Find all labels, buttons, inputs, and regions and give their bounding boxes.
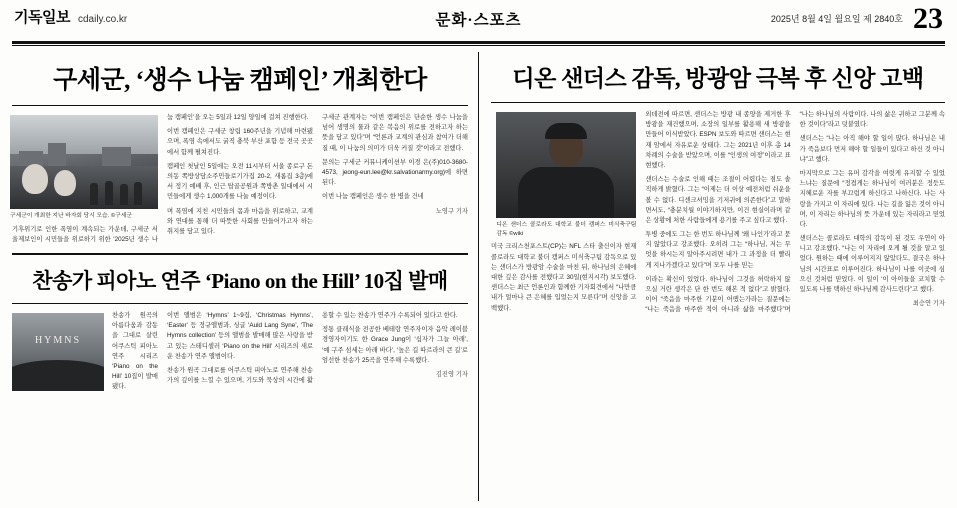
right-paragraph: 샌더스는 수술로 인해 때는 조절이 어렵다는 점도 솔직하게 밝혔다. 그는 “이제는 더 이상 예전처럼 쉬운을 볼 수 없다. 디센크셔밍을 기저귀에 의존한다”고 말하면서도, “충분치월 이야기하지만, 이건 현실이라며 같은 상황에 처한 사람들에게 용기를 주고 싶다고 했다. [645,176,791,224]
album-cover-title: HYMNS [34,335,82,347]
left-paragraph: 문의는 구세군 커뮤니케이션부 이경 은(주)010-3680-4573, jeong-eun.lee@kr.salvationarmy.org)에 하면 된다. [322,158,468,187]
bottom-article-body [12,311,468,393]
masthead-rule-thick [12,41,945,44]
masthead [0,0,957,40]
page-number: 23 [913,2,943,35]
left-article-byline: 노영구 기자 [435,207,468,215]
right-paragraph: 마지막으로 그는 유머 감각을 여럿게 유지할 수 있었느냐는 질문에 “정겹게는 하나님이 여러분은 정듯도 지혜로운 자를 부끄럽게 하신다고 나하신다. 나는 사랑을 가지고 이 자리에 있다. 나는 길을 잃은 것이 아니며, 이 자리는 하나님의 뜻 가운데 있는 자리라고 믿었다. [799,169,945,228]
left-paragraph: 기후위기로 인한 폭염이 계속되는 가운데, 구세군 서울제보인이 시민들을 위로하기 위한 ‘2025년 생수 나눔 캠페인’을 오는 5일과 12일 양일에 걸쳐 진행한다. [12,114,309,243]
left-article-photo [10,115,158,209]
right-article-byline: 최승연 기자 [912,300,945,308]
left-paragraph: 구세군 관계자는 “이번 캠페인은 단순한 생수 나눔을 넘어 생명의 물과 같은 복음의 위로를 전하고자 하는 뜻을 담고 있다”며 “언론과 교계의 관심과 참여가 더해질 때, 이 나눔의 의미가 더욱 커질 것”이라고 전했다. [322,114,468,152]
right-article-headline: 디온 샌더스 감독, 방광암 극복 후 신앙 고백 [512,66,924,91]
bottom-article-byline: 김진영 기자 [435,371,468,378]
album-cover-image [12,313,104,391]
bottom-headline-rule [12,303,468,304]
right-headline-rule [491,102,945,103]
left-article-body [12,113,468,245]
right-article-photo-block [496,112,636,238]
left-article-photo-block [10,115,158,221]
right-paragraph: 샌더스는 “나는 아직 해야 할 일이 많다. 하나님은 내가 죽음보다 먼저 해야 할 일들이 있다고 하신 것 아니냐”고 했다. [799,135,945,163]
right-article-photo-caption: 디온 샌더스 콜로라도 대학교 불더 캠퍼스 미식축구팀 감독 ©wiki [496,222,637,237]
left-paragraph: 이번 나눔 캠페인은 생수 한 병을 건네 [322,193,424,201]
left-headline-rule [12,105,468,106]
right-paragraph: 이라는 확신이 있었다. 하나님이 그것을 허락하지 않으실 거란 생각은 단 한 번도 해본 적 없다”고 밝혔다. 이어 “죽음을 마주한 기분이 어땠는가라는 질문에는 “나는 죽음을 마주한 적이 아니라 삶을 마주했다”며 “나는 하나님의 사람이다. 나의 삶은 귀하고 그분께 속한 것이다”라고 덧붙였다. [645,111,945,314]
left-paragraph: 캠페인 첫날인 5일에는 오전 11시부터 서울 종로구 돈의동 쪽방상담소주민들로기가집 20-2, 새롬집 3층)에서 정기 예배 후, 인근 탑골공원과 쪽방촌 일대에서 시민들에게 생수 1,000개를 나눌 예정이다. [167,162,313,201]
right-article-photo [496,112,636,218]
publication-url: cdaily.co.kr [77,14,128,25]
publication-logo: 기독일보 [14,10,70,26]
page-body [0,46,957,501]
right-paragraph: 샌더스는 콜로라도 대학의 감독이 된 것도 우연이 아니고 강조했다. “나는 이 자리에 오게 될 것을 알고 있었다. 원하는 때에 이루어지지 않았다도, 결국은 하나님의 시간표로 이루어진다. 하나님이 나를 이곳에 심으신 것처럼 믿었다. 이 일이 ‘이 아이들을 코치할 수 있도록 나를 택하신 하나님께 감사드린다”고 했다. [799,235,945,293]
bottom-paragraph: 찬송가 원곡 그대로를 어쿠스틱 피아노로 연주해 찬송가의 깊이를 느낄 수 있으며, 기도와 묵상의 시간에 활용할 수 있는 찬송가 연주가 수록되어 있다고 한다. [167,312,458,385]
left-article-headline: 구세군, ‘생수 나눔 캠페인’ 개최한다 [53,67,427,94]
left-paragraph: 며 폭염에 지친 시민들의 몸과 마음을 위로하고, 교계와 연대를 통해 더 따뜻한 사회를 만들어가고자 하는 취지를 담고 있다. [167,207,313,235]
left-column [12,46,478,501]
bottom-article-rule [12,253,468,255]
issue-date: 2025년 8월 4일 월요일 제 2840호 [770,14,903,24]
bottom-article-headline: 찬송가 피아노 연주 ‘Piano on the Hill’ 10집 발매 [32,269,448,294]
right-paragraph: 투병 중에도 그는 한 번도 하나님께 ‘왜 나인가’라고 묻지 않았다고 강조했다. 오히려 그는 “하나님, 저는 무엇을 하시는지 알아주시려면 내가 그 과정을 더 빨리게 지나가겠다고 있다”며 모두 나를 믿는 [645,231,791,269]
right-column [479,46,945,501]
bottom-paragraph: 정통 클래식을 전공한 베테랑 연주자이자 음악 레이블 경영자이기도 한 Grace Jung이 ‘십자가 그늘 아래’, ‘예 구주 섬세는 아래 바다’, ‘높은 길 따르라의 큰 길’로 엄선한 찬송가 25곡을 연주해 수록했다. [322,326,468,364]
right-article-body [491,110,945,316]
bottom-paragraph: 이번 앨범은 ‘Hymns’ 1~9집, ‘Christmas Hymns’, ‘Easter’ 등 정규앨범과, 싱글 ‘Auld Lang Syne’, ‘The Hymns collection’ 등의 앨범을 발매해 많은 사랑을 받고 있는 스테디셀러 ‘Piano on the Hill’ 시리즈의 새로운 찬송가 연주 앨범이다. [167,312,313,360]
right-paragraph: 외데전에 따르면, 샌더스는 방광 내 종양을 제거한 후 방광을 재건했으며, 소장의 일부를 활용해 새 방광을 만들어 이식받았다. ESPN 보도와 따르면 샌더스는 현재 암에서 자유로운 상태다. 그는 2021년 이후 총 14차례의 수술을 받았으며, 이를 “인생의 여정”이라고 표현했다. [645,111,791,169]
left-article-photo-caption: 구세군이 개최한 지난 바자회 당시 모습. ©구세군 [10,213,132,219]
album-cover-block [12,313,104,391]
right-paragraph: 미국 크리스천포스트(CP)는 NFL 스타 출신이자 현재 콜로라도 대학교 불더 캠퍼스 미식축구팀 감독으로 있는 샌더스가 방광암 수술을 마친 뒤, 하나님의 은혜에 대한 깊은 감사를 전했다고 30일(현지시각) 보도했다. 샌더스는 최근 언론인과 함께한 기자회견에서 “나만큼 내가 얼마나 큰 은혜를 입었는지 모른다”며 신앙을 고백했다. [491,243,637,312]
left-paragraph: 이번 캠페인은 구세군 창립 160주년을 기념해 마련됐으며, 폭염 속에서도 굵직 충북 부산 포함 등 전국 곳곳에서 함께 펼쳐진다. [167,128,313,156]
bottom-paragraph: 찬송가 원곡의 아름다움과 감동을 그대로 살린 어쿠스틱 피아노 연주 시리즈 ‘Piano on the Hill’ 10집이 발매됐다. [112,312,158,391]
section-title: 문화·스포츠 [435,12,522,29]
